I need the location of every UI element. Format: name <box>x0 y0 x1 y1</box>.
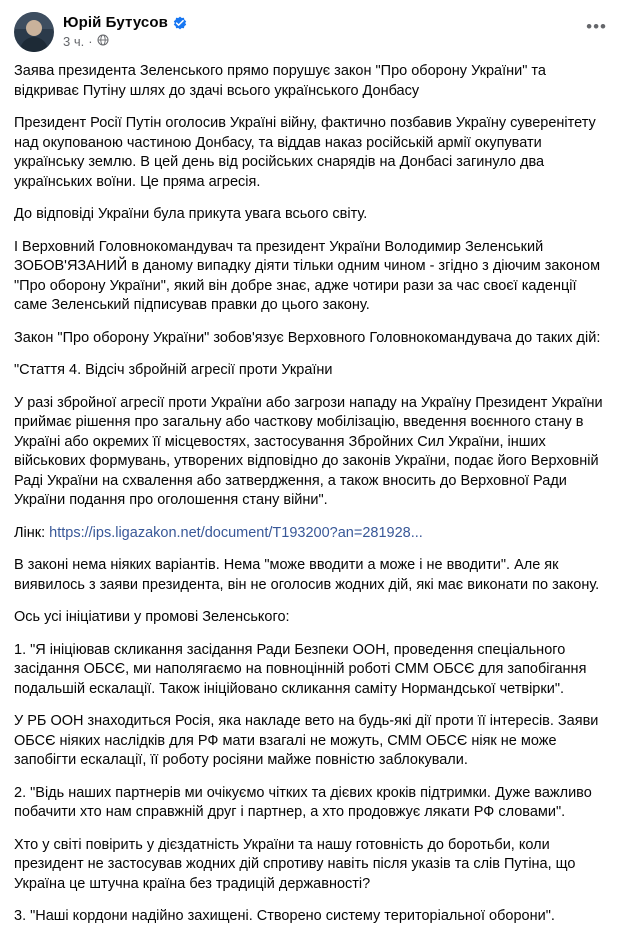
post-paragraph: Заява президента Зеленського прямо порушує закон "Про оборону України" та відкриває Путіну шлях до здачі всього українського Донбасу <box>14 63 546 99</box>
post-paragraph: І Верховний Головнокомандувач та президент України Володимир Зеленський ЗОБОВ'ЯЗАНИЙ в даному випадку діяти тільки одним чином - згідно з діючим законом "Про оборону України", який він добре знає, адже чотири рази за час своєї каденції саме Зеленський підписував правки до цього закону. <box>14 238 601 313</box>
author-name[interactable]: Юрій Бутусов <box>63 14 168 31</box>
avatar[interactable] <box>14 12 54 52</box>
post-paragraph: 3. "Наші кордони надійно захищені. Створено систему територіальної оборони". <box>14 908 555 924</box>
post-timestamp[interactable]: 3 ч. <box>63 34 85 49</box>
post-paragraph: Закон "Про оборону України" зобов'язує Верховного Головнокомандувача до таких дій: <box>14 329 601 346</box>
globe-icon <box>97 34 109 49</box>
post-paragraph: Хто у світі повірить у дієздатність України та нашу готовність до боротьби, коли президент не застосував жодних дій спротиву навіть після указів та слів Путіна, що Україна це штучна країна без традицій державності? <box>14 836 576 892</box>
post-paragraph: 2. "Відь наших партнерів ми очікуємо чітких та дієвих кроків підтримки. Дуже важливо побачити хто нам справжній друг і партнер, а хто продовжує лякати РФ словами". <box>14 784 592 820</box>
post-meta <box>63 34 187 49</box>
post-paragraph: Ось усі ініціативи у промові Зеленського: <box>14 609 290 625</box>
post-header-text <box>63 12 187 52</box>
post-paragraph: 1. "Я ініціював скликання засідання Ради Безпеки ООН, проведення спеціального засідання ОБСЄ, ми наполягаємо на повноцінній роботі СММ ОБСЄ для запобігання подальшій ескалації. Також ініційовано скликання саміту Нормандської четвірки". <box>14 641 587 697</box>
post-paragraph: У РБ ООН знаходиться Росія, яка накладе вето на будь-які дії проти її інтересів. Заяви ОБСЄ ніяких наслідків для РФ мати взагалі не можуть, СММ ОБСЄ ніяк не може запобігти ескалації, її роботу росіяни майже повністю заблокували. <box>14 713 599 768</box>
link-label: Лінк: <box>14 524 46 541</box>
post-link-line <box>14 524 609 544</box>
author-row <box>63 15 187 30</box>
more-options-icon[interactable]: ••• <box>586 17 607 36</box>
post-paragraph: В законі нема ніяких варіантів. Нема "може вводити а може і не вводити". Але як виявилось з заяви президента, він не оголосив жодних дій, які має виконати по закону. <box>14 557 600 593</box>
post-paragraph: Президент Росії Путін оголосив Україні війну, фактично позбавив Україну суверенітету над окупованою частиною Донбасу, та віддав наказ російській армії окупувати українську землю. В цей день від російських снарядів на Донбасі загинуло два українських воїни. Це пряма агресія. <box>14 115 596 190</box>
verified-badge-icon <box>173 16 187 30</box>
post-body <box>0 60 623 937</box>
post-paragraph: "Стаття 4. Відсіч збройній агресії проти України <box>14 362 333 378</box>
avatar-body <box>20 37 48 52</box>
post-header <box>0 0 623 60</box>
post-link[interactable]: https://ips.ligazakon.net/document/T193200?an=281928... <box>49 524 423 541</box>
post-paragraph: У разі збройної агресії проти України або загрози нападу на Україну Президент України приймає рішення про загальну або часткову мобілізацію, введення воєнного стану в Україні або окремих її місцевостях, застосування Збройних Сил України, інших військових формувань, утворених відповідно до законів України, подає його Верховній Раді України на схвалення або затвердження, а також вносить до Верховної Ради України подання про оголошення стану війни". <box>14 394 603 508</box>
post-paragraph: До відповіді України була прикута увага всього світу. <box>14 206 368 222</box>
meta-separator: · <box>88 34 93 49</box>
avatar-face <box>26 20 42 36</box>
